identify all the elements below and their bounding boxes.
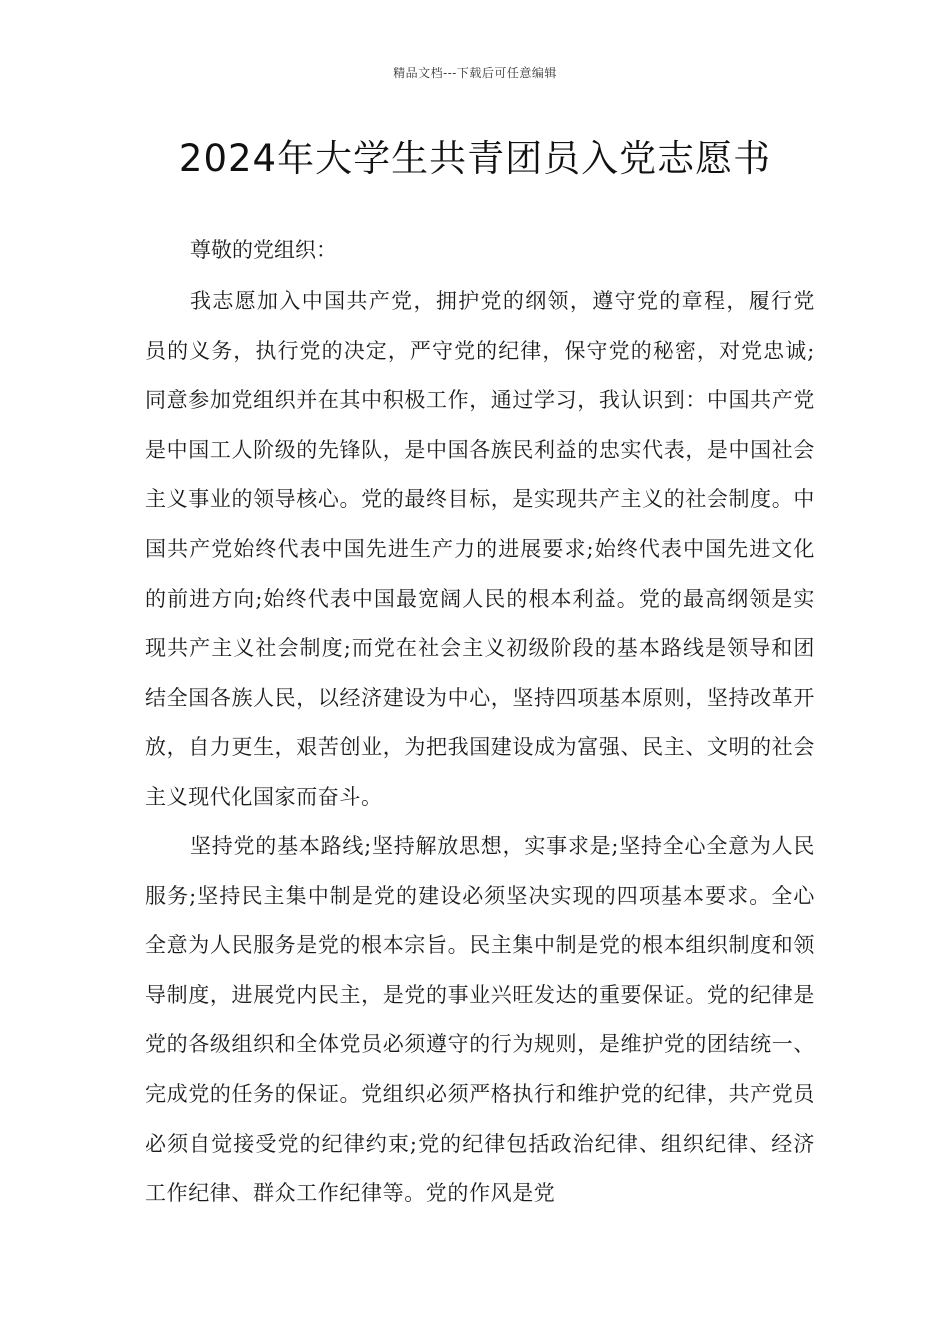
body-paragraph-2: 坚持党的基本路线;坚持解放思想，实事求是;坚持全心全意为人民服务;坚持民主集中制是党的建设必须坚决实现的四项基本要求。全心全意为人民服务是党的根本宗旨。民主集中制是党的根本组织制度和领导制度，进展党内民主，是党的事业兴旺发达的重要保证。党的纪律是党的各级组织和全体党员必须遵守的行为规则，是维护党的团结统一、完成党的任务的保证。党组织必须严格执行和维护党的纪律，共产党员必须自觉接受党的纪律约束;党的纪律包括政治纪律、组织纪律、经济工作纪律、群众工作纪律等。党的作风是党 [145, 834, 815, 1206]
header-note: 精品文档---下载后可任意编辑 [393, 66, 557, 80]
document-title: 2024年大学生共青团员入党志愿书 [178, 137, 772, 180]
body-paragraph-1: 我志愿加入中国共产党，拥护党的纲领，遵守党的章程，履行党员的义务，执行党的决定，严守党的纪律，保守党的秘密，对党忠诚;同意参加党组织并在其中积极工作，通过学习，我认识到：中国共产党是中国工人阶级的先锋队，是中国各族民利益的忠实代表，是中国社会主义事业的领导核心。党的最终目标，是实现共产主义的社会制度。中国共产党始终代表中国先进生产力的进展要求;始终代表中国先进文化的前进方向;始终代表中国最宽阔人民的根本利益。党的最高纲领是实现共产主义社会制度;而党在社会主义初级阶段的基本路线是领导和团结全国各族人民，以经济建设为中心，坚持四项基本原则，坚持改革开放，自力更生，艰苦创业，为把我国建设成为富强、民主、文明的社会主义现代化国家而奋斗。 [145, 289, 815, 809]
salutation: 尊敬的党组织： [190, 238, 337, 262]
